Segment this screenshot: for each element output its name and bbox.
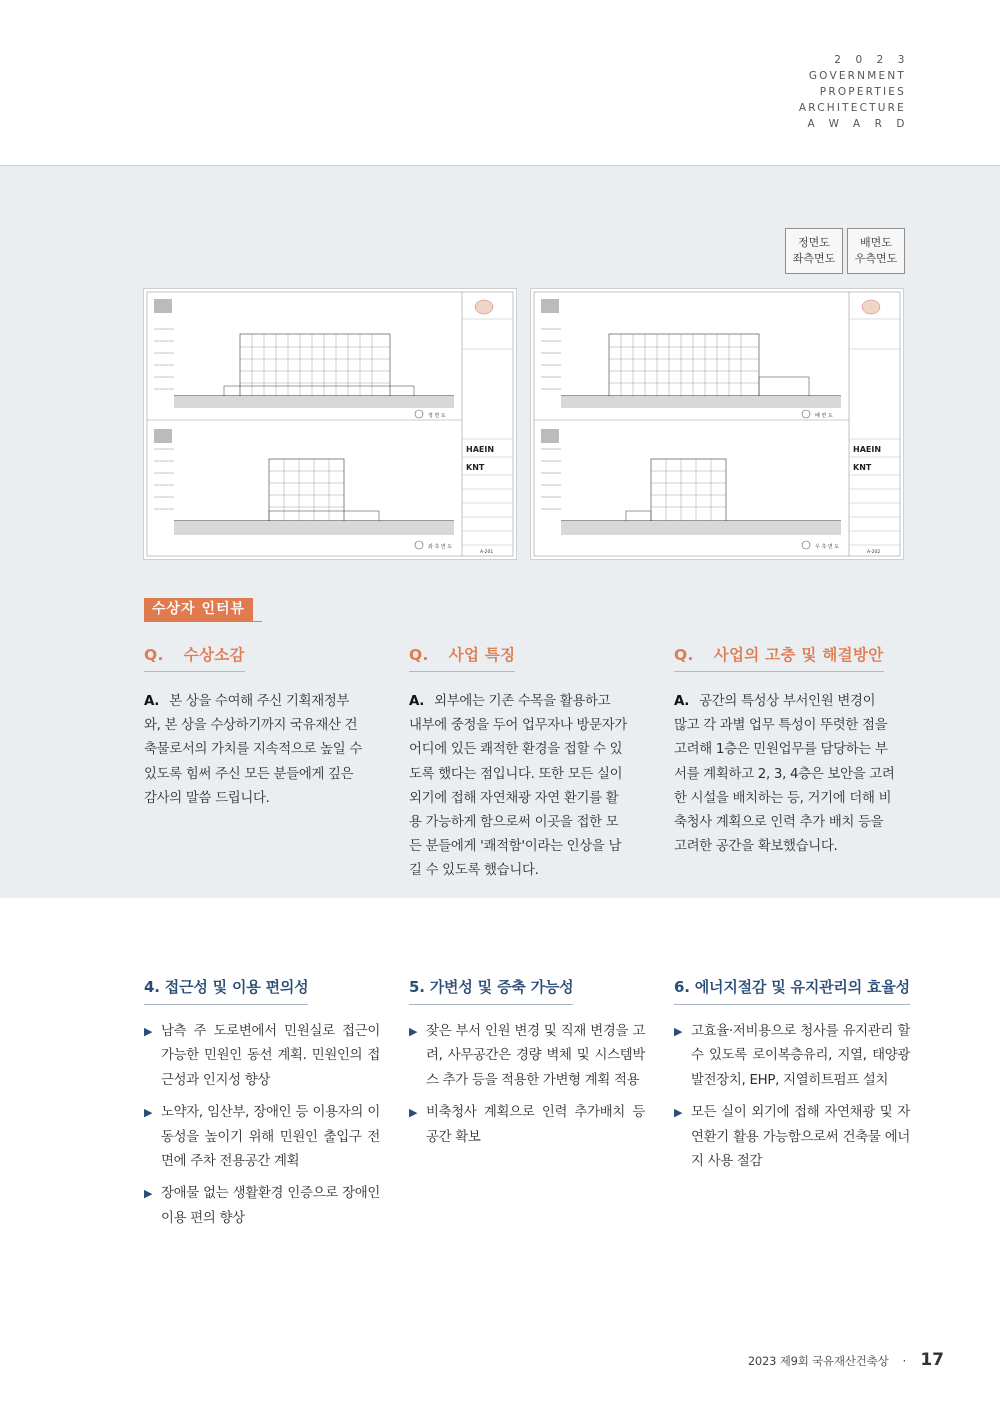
- feature-item-text: 장애물 없는 생활환경 인증으로 장애인 이용 편의 향상: [161, 1186, 380, 1226]
- feature-item: [409, 1020, 645, 1093]
- interview-column-2: [409, 643, 641, 884]
- drawing-sheet-number: A-201: [480, 550, 494, 555]
- interview-column-3: [674, 643, 906, 859]
- drawing-firm-logo: HAEIN: [466, 445, 495, 454]
- answer-mark: A.: [409, 694, 425, 709]
- drawing-firm-logo: KNT: [853, 463, 872, 472]
- feature-item-text: 남측 주 도로변에서 민원실로 접근이 가능한 민원인 동선 계획. 민원인의 접근성과 인지성 향상: [161, 1024, 380, 1088]
- page-number: 17: [920, 1350, 944, 1370]
- question-text: 사업 특징: [448, 646, 516, 664]
- footer-publication: 2023 제9회 국유재산건축상: [747, 1354, 889, 1368]
- feature-item: [674, 1020, 910, 1093]
- elevation-drawing-rear-right: [530, 288, 904, 560]
- feature-energy: [674, 976, 910, 1182]
- question-title: [409, 643, 515, 672]
- answer-line: 내부에 중정을 두어 업무자나 방문자가: [409, 718, 627, 734]
- answer-line: 공간의 특성상 부서인원 변경이: [699, 694, 876, 709]
- feature-item: [409, 1101, 645, 1150]
- answer-line: 서를 계획하고 2, 3, 4층은 보안을 고려: [674, 766, 895, 782]
- drawing-tag-group: [785, 228, 905, 274]
- question-mark: Q.: [144, 646, 164, 664]
- feature-accessibility: [144, 976, 380, 1239]
- answer-line: 어디에 있든 쾌적한 환경을 접할 수 있: [409, 742, 623, 758]
- question-mark: Q.: [674, 646, 694, 664]
- answer-mark: A.: [674, 694, 690, 709]
- answer-line: 고려해 1층은 민원업무를 담당하는 부: [674, 742, 888, 758]
- interview-section-rule: [144, 621, 262, 622]
- drawing-tag-line: 정면도: [798, 236, 830, 249]
- answer-line: 길 수 있도록 했습니다.: [409, 863, 539, 879]
- answer-line: 도록 했다는 점입니다. 또한 모든 실이: [409, 766, 623, 782]
- feature-item-text: 잦은 부서 인원 변경 및 직재 변경을 고려, 사무공간은 경량 벽체 및 시스템박스 추가 등을 적용한 가변형 계획 적용: [426, 1024, 645, 1088]
- elevation-drawing-svg: [144, 289, 516, 559]
- feature-title: 4. 접근성 및 이용 편의성: [144, 976, 308, 1005]
- feature-list: [144, 1020, 380, 1231]
- award-title-block: [798, 52, 919, 132]
- triangle-bullet-icon: ▶: [409, 1106, 418, 1120]
- answer-line: 한 시설을 배치하는 등, 거기에 더해 비: [674, 790, 892, 806]
- answer-mark: A.: [144, 694, 160, 709]
- interview-section-label: 수상자 인터뷰: [144, 598, 253, 621]
- interview-column-1: [144, 643, 376, 811]
- answer-text: [674, 690, 906, 859]
- answer-text: [144, 690, 376, 811]
- answer-line: 든 분들에게 '쾌적함'이라는 인상을 남: [409, 839, 622, 855]
- footer-separator: ·: [902, 1354, 907, 1368]
- triangle-bullet-icon: ▶: [144, 1187, 153, 1201]
- question-mark: Q.: [409, 646, 429, 664]
- answer-line: 용 가능하게 함으로써 이곳을 접한 모: [409, 815, 619, 831]
- award-line-award: AWARD: [807, 118, 919, 130]
- triangle-bullet-icon: ▶: [144, 1106, 153, 1120]
- triangle-bullet-icon: ▶: [674, 1025, 683, 1038]
- feature-list: [674, 1020, 910, 1174]
- question-title: [144, 643, 245, 672]
- answer-line: 와, 본 상을 수상하기까지 국유재산 건: [144, 718, 358, 734]
- question-title: [674, 643, 884, 672]
- drawing-tag-line: 우측면도: [854, 252, 898, 265]
- drawing-tag-rear-right: [847, 228, 905, 274]
- feature-item: [144, 1101, 380, 1174]
- question-text: 수상소감: [183, 646, 245, 664]
- answer-line: 축물로서의 가치를 지속적으로 높일 수: [144, 742, 362, 758]
- answer-line: 고려한 공간을 확보했습니다.: [674, 839, 838, 855]
- feature-item-text: 고효율·저비용으로 청사를 유지관리 할 수 있도록 로이복층유리, 지열, 태양광발전장치, EHP, 지열히트펌프 설치: [691, 1024, 910, 1088]
- feature-item-text: 모든 실이 외기에 접해 자연채광 및 자연환기 활용 가능함으로써 건축물 에너지 사용 절감: [691, 1105, 910, 1170]
- feature-flexibility: [409, 976, 645, 1158]
- feature-item: [674, 1101, 910, 1174]
- drawing-tag-line: 좌측면도: [792, 252, 836, 265]
- drawing-bottom-label: 좌 측 면 도: [428, 544, 453, 550]
- answer-line: 외부에는 기존 수목을 활용하고: [434, 694, 611, 709]
- award-line-government: GOVERNMENT: [808, 70, 906, 82]
- feature-item: [144, 1182, 380, 1231]
- drawing-sheet-number: A-202: [867, 550, 881, 555]
- page-footer: [748, 1350, 944, 1370]
- drawing-firm-logo: KNT: [466, 463, 485, 472]
- answer-line: 많고 각 과별 업무 특성이 뚜렷한 점을: [674, 718, 888, 734]
- award-year: 2023: [834, 54, 919, 66]
- answer-line: 있도록 힘써 주신 모든 분들에게 깊은: [144, 766, 354, 782]
- answer-line: 본 상을 수여해 주신 기획재정부: [169, 694, 350, 709]
- feature-item: [144, 1020, 380, 1093]
- answer-line: 감사의 말씀 드립니다.: [144, 790, 270, 806]
- elevation-drawing-svg: [531, 289, 903, 559]
- answer-line: 외기에 접해 자연채광 자연 환기를 활: [409, 790, 619, 806]
- drawing-tag-front-left: [785, 228, 843, 274]
- drawing-top-label: 배 면 도: [815, 413, 833, 419]
- award-line-properties: PROPERTIES: [819, 86, 906, 98]
- drawing-top-label: 정 면 도: [428, 413, 446, 419]
- drawing-firm-logo: HAEIN: [853, 445, 882, 454]
- triangle-bullet-icon: ▶: [409, 1025, 418, 1038]
- elevation-drawing-front-left: [143, 288, 517, 560]
- feature-item-text: 비축청사 계획으로 인력 추가배치 등 공간 확보: [426, 1105, 645, 1145]
- feature-title: 5. 가변성 및 증축 가능성: [409, 976, 573, 1005]
- triangle-bullet-icon: ▶: [144, 1025, 153, 1038]
- answer-text: [409, 690, 641, 884]
- question-text: 사업의 고충 및 해결방안: [713, 646, 884, 664]
- drawing-tag-line: 배면도: [860, 236, 892, 249]
- feature-list: [409, 1020, 645, 1150]
- drawing-bottom-label: 우 측 면 도: [815, 544, 840, 550]
- feature-item-text: 노약자, 임산부, 장애인 등 이용자의 이동성을 높이기 위해 민원인 출입구 전면에 주차 전용공간 계획: [161, 1105, 380, 1170]
- triangle-bullet-icon: ▶: [674, 1106, 683, 1120]
- answer-line: 축청사 계획으로 인력 추가 배치 등을: [674, 815, 884, 831]
- award-line-architecture: ARCHITECTURE: [798, 102, 906, 114]
- feature-title: 6. 에너지절감 및 유지관리의 효율성: [674, 976, 910, 1005]
